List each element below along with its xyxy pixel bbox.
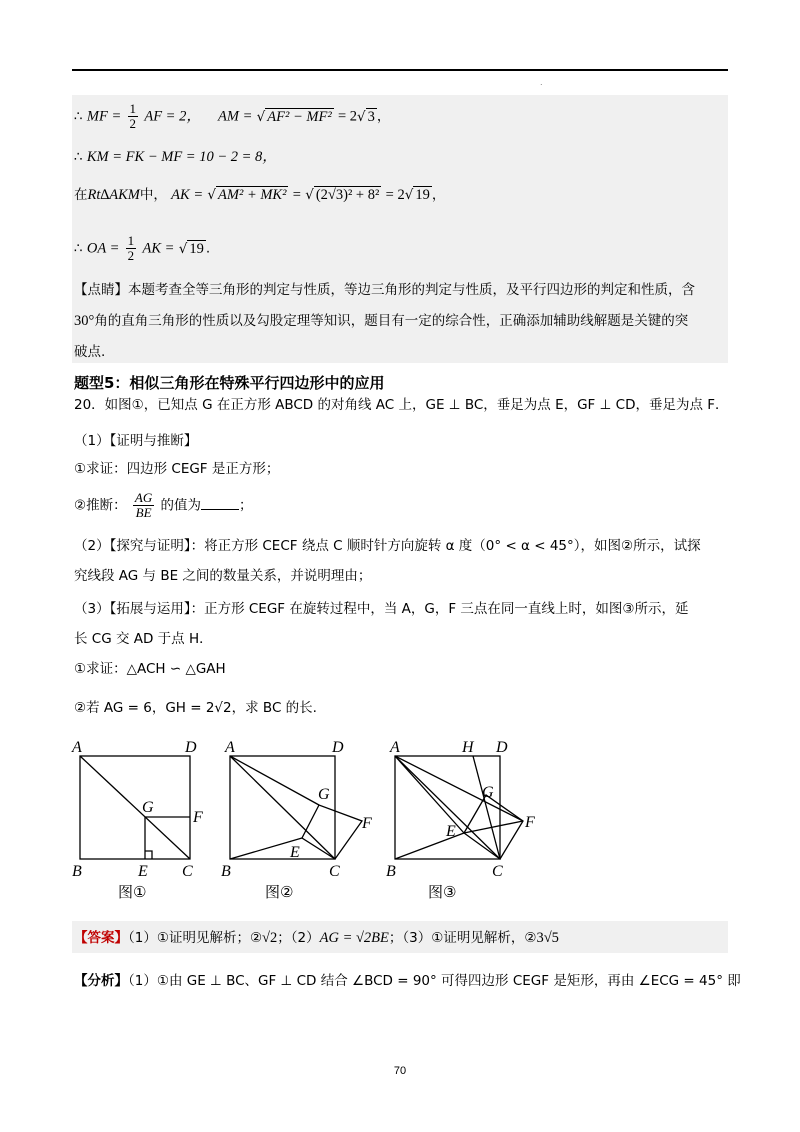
punctuation: ； xyxy=(239,497,253,514)
formula-part: AM = xyxy=(218,108,253,125)
solution-line-2 xyxy=(74,148,277,166)
text: 中， xyxy=(139,187,167,203)
part2-line-1: （2）【探究与证明】：将正方形 CECF 绕点 C 顺时针方向旋转 α 度（0° < α < 45°），如图②所示，试探 xyxy=(74,538,701,554)
formula-part: MF = xyxy=(86,108,122,125)
formula-part: = 2 xyxy=(337,108,358,125)
answer-blank xyxy=(201,497,239,510)
punctuation: ， xyxy=(376,108,391,125)
text: 的值为 xyxy=(160,497,202,514)
section-heading: 题型5：相似三角形在特殊平行四边形中的应用 xyxy=(74,374,385,392)
analysis-text: （1）①由 GE ⊥ BC、GF ⊥ CD 结合 ∠BCD = 90° 可得四边形 CEGF 是矩形，再由 ∠ECG = 45° 即 xyxy=(128,973,741,989)
fraction-numerator: 1 xyxy=(127,233,135,248)
label-b: B xyxy=(386,863,396,880)
solution-line-1 xyxy=(74,102,390,131)
comment-line-3 xyxy=(74,343,105,361)
comment-text: 角的直角三角形的性质以及勾股定理等知识，题目有一定的综合性，正确添加辅助线解题是关键的突 xyxy=(94,313,689,329)
label-b: B xyxy=(72,863,82,880)
diagonal-ac xyxy=(80,756,190,859)
therefore-symbol: ∴ xyxy=(74,149,83,165)
answer-text: ；（3）①证明见解析，② xyxy=(388,930,537,946)
formula-part: OA = xyxy=(86,240,120,257)
radicand: 3 xyxy=(367,108,375,125)
page-number: 70 xyxy=(393,1065,407,1077)
square-root: √ 19 xyxy=(178,240,204,257)
square-root: √ AM² + MK² xyxy=(207,187,287,203)
diagonal-ac xyxy=(395,756,500,859)
comment-line-1 xyxy=(74,281,695,299)
segment-ae xyxy=(395,756,464,833)
formula-part: AK = xyxy=(171,187,204,203)
label-h: H xyxy=(462,739,474,756)
answer-line xyxy=(74,929,559,947)
punctuation: . xyxy=(205,240,211,257)
label-d: D xyxy=(332,739,344,756)
figure-1-caption: 图① xyxy=(118,883,147,901)
label-d: D xyxy=(185,739,197,756)
square-cegf xyxy=(302,805,362,859)
text: 在 xyxy=(74,187,88,203)
formula-part: = xyxy=(292,187,301,203)
figure-3 xyxy=(395,756,523,859)
solution-line-3 xyxy=(74,186,445,204)
part3-line-1: （3）【拓展与运用】：正方形 CEGF 在旋转过程中，当 A，G，F 三点在同一直线上时，如图③所示，延 xyxy=(74,601,689,617)
part3-line-2: 长 CG 交 AD 于点 H． xyxy=(74,631,213,647)
label-e: E xyxy=(138,863,148,880)
label-a: A xyxy=(390,739,400,756)
fraction-numerator: AG xyxy=(134,490,153,505)
solution-line-4 xyxy=(74,234,210,263)
therefore-symbol: ∴ xyxy=(74,108,83,125)
figure-3-caption: 图③ xyxy=(428,883,457,901)
label-a: A xyxy=(225,739,235,756)
fraction-denominator: BE xyxy=(135,505,152,520)
label-c: C xyxy=(182,863,193,880)
square-root: √ 3 xyxy=(357,108,375,125)
therefore-symbol: ∴ xyxy=(74,240,83,257)
fraction xyxy=(128,102,139,131)
fraction xyxy=(133,491,154,520)
label-a: A xyxy=(72,739,82,756)
part1-question-2 xyxy=(74,491,253,520)
triangle-name: Rt∆AKM xyxy=(87,187,140,203)
fraction-denominator: 2 xyxy=(127,248,135,263)
fraction-denominator: 2 xyxy=(129,116,137,131)
comment-line-2 xyxy=(74,312,688,330)
answer-value: √2 xyxy=(262,930,278,946)
radicand: 19 xyxy=(189,240,204,257)
right-angle-mark xyxy=(145,851,152,859)
punctuation: ， xyxy=(431,187,446,203)
label-e: E xyxy=(290,844,300,861)
label-b: B xyxy=(221,863,231,880)
label-d: D xyxy=(496,739,508,756)
radicand: AM² + MK² xyxy=(218,187,287,203)
square-root: √ 19 xyxy=(404,187,430,203)
figure-1 xyxy=(80,756,190,859)
radicand: AF² − MF² xyxy=(267,108,332,125)
label-c: C xyxy=(492,863,503,880)
label-e: E xyxy=(446,823,456,840)
segment-ag xyxy=(230,756,319,805)
header-rule xyxy=(72,69,728,71)
comment-text: 破点. xyxy=(74,344,106,360)
answer-tag: 【答案】 xyxy=(74,930,128,946)
square-root: √ AF² − MF² xyxy=(256,108,332,125)
label-g: G xyxy=(318,786,330,803)
answer-value: 3√5 xyxy=(536,930,559,946)
comment-tag: 【点睛】 xyxy=(74,282,128,298)
label-f: F xyxy=(525,814,535,831)
answer-value: AG = √2BE xyxy=(319,930,389,946)
problem-stem: 20．如图①，已知点 G 在正方形 ABCD 的对角线 AC 上，GE ⊥ BC，垂足为点 E，GF ⊥ CD，垂足为点 F． xyxy=(74,397,729,413)
comment-text: 本题考查全等三角形的判定与性质，等边三角形的判定与性质，及平行四边形的判定和性质，含 xyxy=(128,282,695,298)
formula-part: AK = xyxy=(142,240,175,257)
analysis-tag: 【分析】 xyxy=(74,973,128,989)
part3-question-1: ①求证：△ACH ∽ △GAH xyxy=(74,661,226,677)
figure-2-caption: 图② xyxy=(265,883,294,901)
part1-question-1: ①求证：四边形 CEGF 是正方形； xyxy=(74,461,280,477)
analysis-line xyxy=(74,972,741,990)
formula-part: = 2 xyxy=(385,187,405,203)
figure-1-labels xyxy=(71,739,203,901)
angle-value: 30° xyxy=(74,313,95,329)
part2-line-2: 究线段 AG 与 BE 之间的数量关系，并说明理由； xyxy=(74,568,372,584)
line-agf xyxy=(395,756,523,821)
fraction xyxy=(126,234,137,263)
formula-part: KM = FK − MF = 10 − 2 = 8， xyxy=(86,149,277,165)
formula-part: AF = 2， xyxy=(144,108,201,125)
square-root: √ (2√3)² + 8² xyxy=(305,187,380,203)
label-g: G xyxy=(482,784,494,801)
answer-text: （1）①证明见解析；② xyxy=(128,930,263,946)
label-g: G xyxy=(142,799,154,816)
part3-question-2: ②若 AG = 6，GH = 2√2，求 BC 的长. xyxy=(74,700,317,716)
header-mark: . xyxy=(540,78,543,87)
figures xyxy=(68,735,628,910)
answer-text: ；（2） xyxy=(277,930,320,946)
label-f: F xyxy=(362,815,372,832)
text: ②推断： xyxy=(74,497,127,514)
segment-ef xyxy=(464,821,523,833)
label-c: C xyxy=(329,863,340,880)
radicand: (2√3)² + 8² xyxy=(315,187,380,203)
label-f: F xyxy=(193,809,203,826)
radicand: 19 xyxy=(415,187,430,203)
fraction-numerator: 1 xyxy=(129,101,137,116)
part1-title: （1）【证明与推断】 xyxy=(74,433,198,449)
